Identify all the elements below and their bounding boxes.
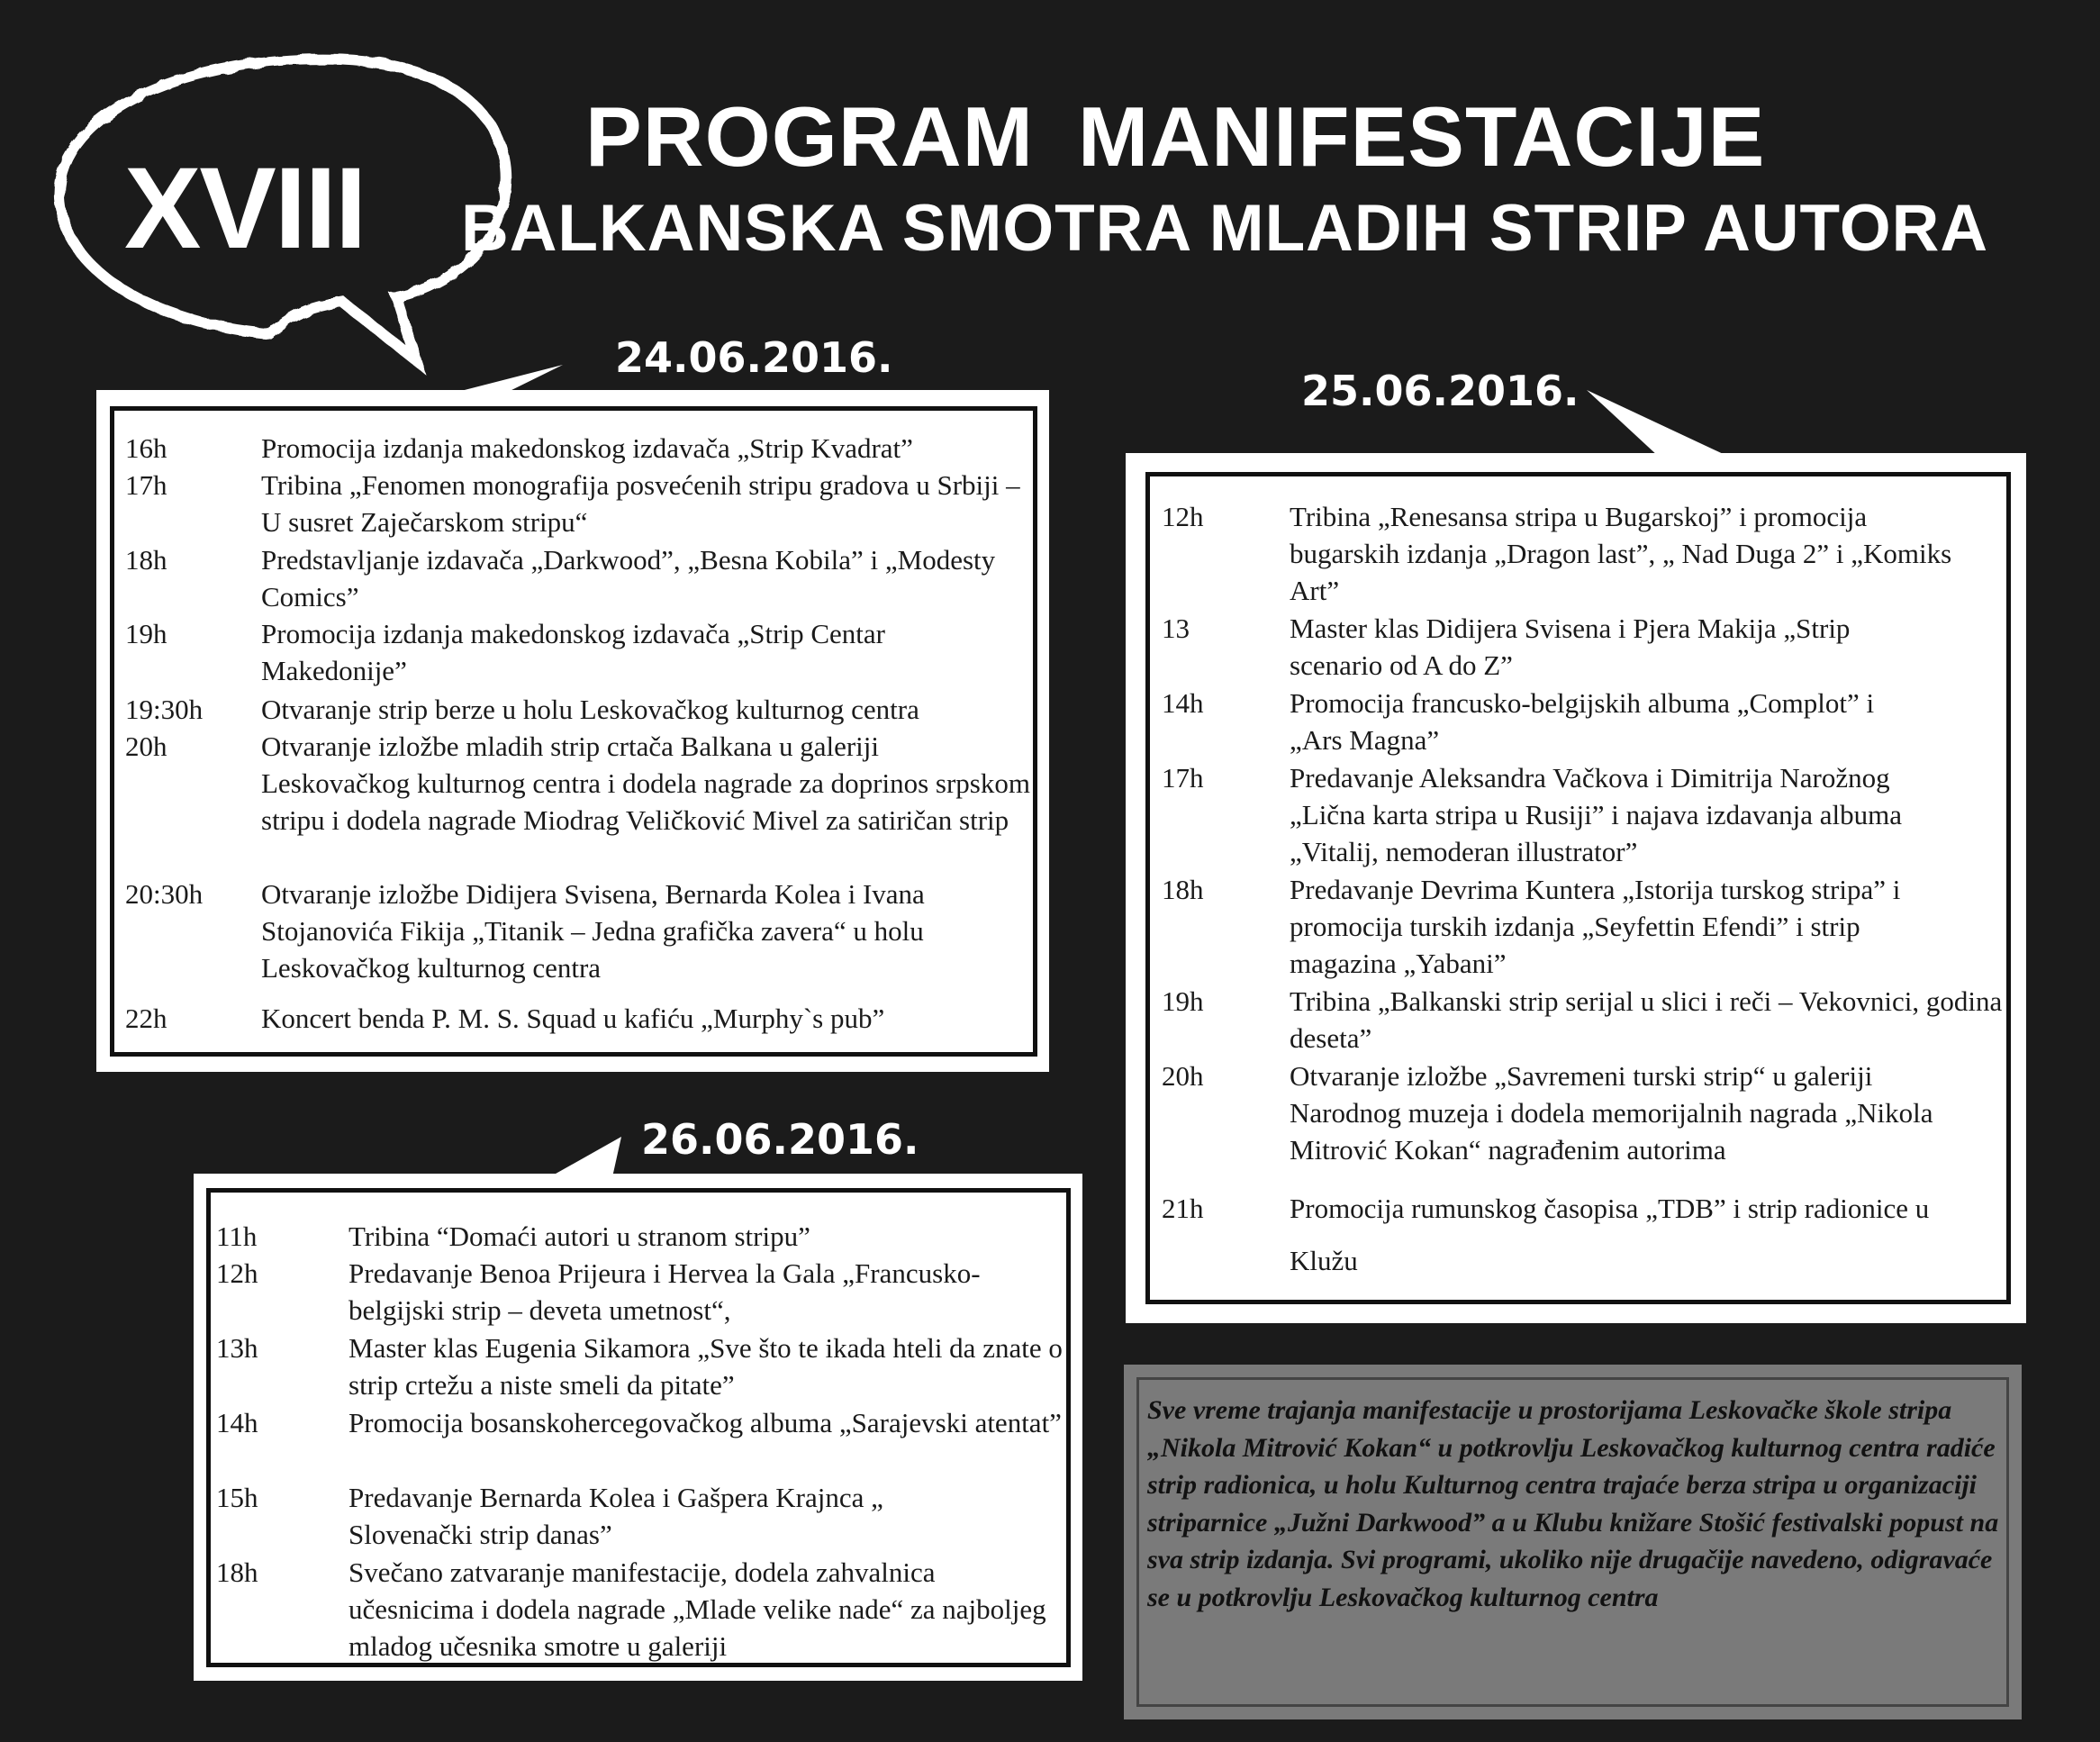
event-time: 14h	[216, 1407, 258, 1438]
panel3-callout	[549, 1137, 621, 1177]
event-description: Tribina „Renesansa stripa u Bugarskoj” i promocija bugarskih izdanja „Dragon last”, „ Nad Duga 2” i „Komiks Art”	[1290, 501, 1952, 606]
event-description: Promocija bosanskohercegovačkog albuma „Sarajevski atentat”	[348, 1407, 1062, 1438]
event-description: Master klas Eugenia Sikamora „Sve što te ikada hteli da znate o strip crtežu a niste smeli da pitate”	[348, 1332, 1063, 1401]
day2-schedule	[1145, 472, 2011, 1304]
event-description: Promocija francusko-belgijskih albuma „Complot” i „Ars Magna”	[1290, 687, 1875, 756]
event-description: Otvaranje izložbe „Savremeni turski strip“ u galeriji Narodnog muzeja i dodela memorijalnih nagrada „Nikola Mitrović Kokan“ nagrađenim autorima	[1290, 1060, 1933, 1166]
event-time: 19h	[125, 618, 167, 649]
info-note-text: Sve vreme trajanja manifestacije u prostorijama Leskovačke škole stripa „Nikola Mitrović Kokan“ u potkrovlju Leskovačkog kulturnog centra radiće strip radionica, u holu Kulturnog centra trajaće berza stripa u organizaciji striparnice „Južni Darkwood” a u Klubu knižare Stošić festivalski popust na sva strip izdanja. Svi programi, ukoliko nije drugačije navedeno, odigravaće se u potkrovlju Leskovačkog kulturnog centra	[1147, 1395, 1999, 1612]
event-time: 11h	[216, 1220, 258, 1252]
day2-date: 25.06.2016.	[1301, 367, 1580, 415]
event-time: 13	[1162, 612, 1190, 644]
event-time: 21h	[1162, 1193, 1204, 1224]
event-description: Promocija rumunskog časopisa „TDB” i strip radionice u Klužu	[1290, 1193, 1930, 1276]
day3-schedule	[206, 1188, 1071, 1667]
event-time: 12h	[216, 1257, 258, 1289]
event-description: Predstavljanje izdavača „Darkwood”, „Besna Kobila” i „Modesty Comics”	[261, 544, 996, 612]
event-description: Predavanje Benoa Prijeura i Hervea la Gala „Francusko-belgijski strip – deveta umetnost“,	[348, 1257, 981, 1326]
event-time: 14h	[1162, 687, 1204, 719]
event-time: 20:30h	[125, 878, 204, 910]
event-description: Otvaranje izložbe Didijera Svisena, Bernarda Kolea i Ivana Stojanovića Fikija „Titanik – Jedna grafička zavera“ u holu Leskovačkog kulturnog centra	[261, 878, 925, 984]
event-description: Tribina “Domaći autori u stranom stripu”	[348, 1220, 810, 1252]
event-description: Promocija izdanja makedonskog izdavača „Strip Kvadrat”	[261, 432, 913, 464]
event-description: Predavanje Bernarda Kolea i Gašpera Krajnca „ Slovenački strip danas”	[348, 1482, 883, 1550]
day1-date: 24.06.2016.	[615, 333, 893, 382]
event-description: Predavanje Devrima Kuntera „Istorija turskog stripa” i promocija turskih izdanja „Seyfettin Efendi” i strip magazina „Yabani”	[1290, 874, 1901, 979]
event-time: 18h	[1162, 874, 1204, 905]
event-time: 18h	[125, 544, 167, 576]
event-time: 12h	[1162, 501, 1204, 532]
event-time: 20h	[125, 730, 167, 762]
event-description: Tribina „Balkanski strip serijal u slici i reči – Vekovnici, godina deseta”	[1290, 985, 2003, 1054]
page-title: PROGRAM MANIFESTACIJE	[585, 89, 1766, 184]
event-description: Master klas Didijera Svisena i Pjera Makija „Strip scenario od A do Z”	[1290, 612, 1851, 681]
event-time: 18h	[216, 1556, 258, 1588]
info-note-panel	[1124, 1365, 2022, 1719]
event-time: 13h	[216, 1332, 258, 1364]
event-description: Predavanje Aleksandra Vačkova i Dimitrija Narožnog „Lična karta stripa u Rusiji” i najava izdavanja albuma „Vitalij, nemoderan illustrator”	[1290, 762, 1903, 867]
event-description: Svečano zatvaranje manifestacije, dodela zahvalnica učesnicima i dodela nagrade „Mlade velike nade“ za najboljeg mladog učesnika smotre u galeriji	[348, 1556, 1046, 1662]
event-time: 17h	[1162, 762, 1204, 794]
event-time: 20h	[1162, 1060, 1204, 1092]
event-time: 22h	[125, 1003, 167, 1034]
day1-schedule	[110, 406, 1037, 1057]
event-description: Koncert benda P. M. S. Squad u kafiću „Murphy`s pub”	[261, 1003, 885, 1034]
edition-number: XVIII	[124, 144, 366, 273]
event-time: 19:30h	[125, 694, 204, 725]
page-subtitle: BALKANSKA SMOTRA MLADIH STRIP AUTORA	[461, 192, 1989, 265]
event-description: Otvaranje strip berze u holu Leskovačkog kulturnog centra	[261, 694, 919, 725]
event-description: Otvaranje izložbe mladih strip crtača Balkana u galeriji Leskovačkog kulturnog centra i dodela nagrade za doprinos srpskom stripu i dodela nagrade Miodrag Veličković Mivel za satiričan strip	[261, 730, 1030, 836]
event-time: 17h	[125, 469, 167, 501]
event-time: 19h	[1162, 985, 1204, 1017]
panel2-callout	[1587, 390, 1729, 457]
day3-date: 26.06.2016.	[641, 1115, 919, 1164]
event-time: 15h	[216, 1482, 258, 1513]
event-description: Tribina „Fenomen monografija posvećenih stripu gradova u Srbiji – U susret Zaječarskom stripu“	[261, 469, 1020, 538]
event-description: Promocija izdanja makedonskog izdavača „Strip Centar Makedonije”	[261, 618, 885, 686]
event-time: 16h	[125, 432, 167, 464]
